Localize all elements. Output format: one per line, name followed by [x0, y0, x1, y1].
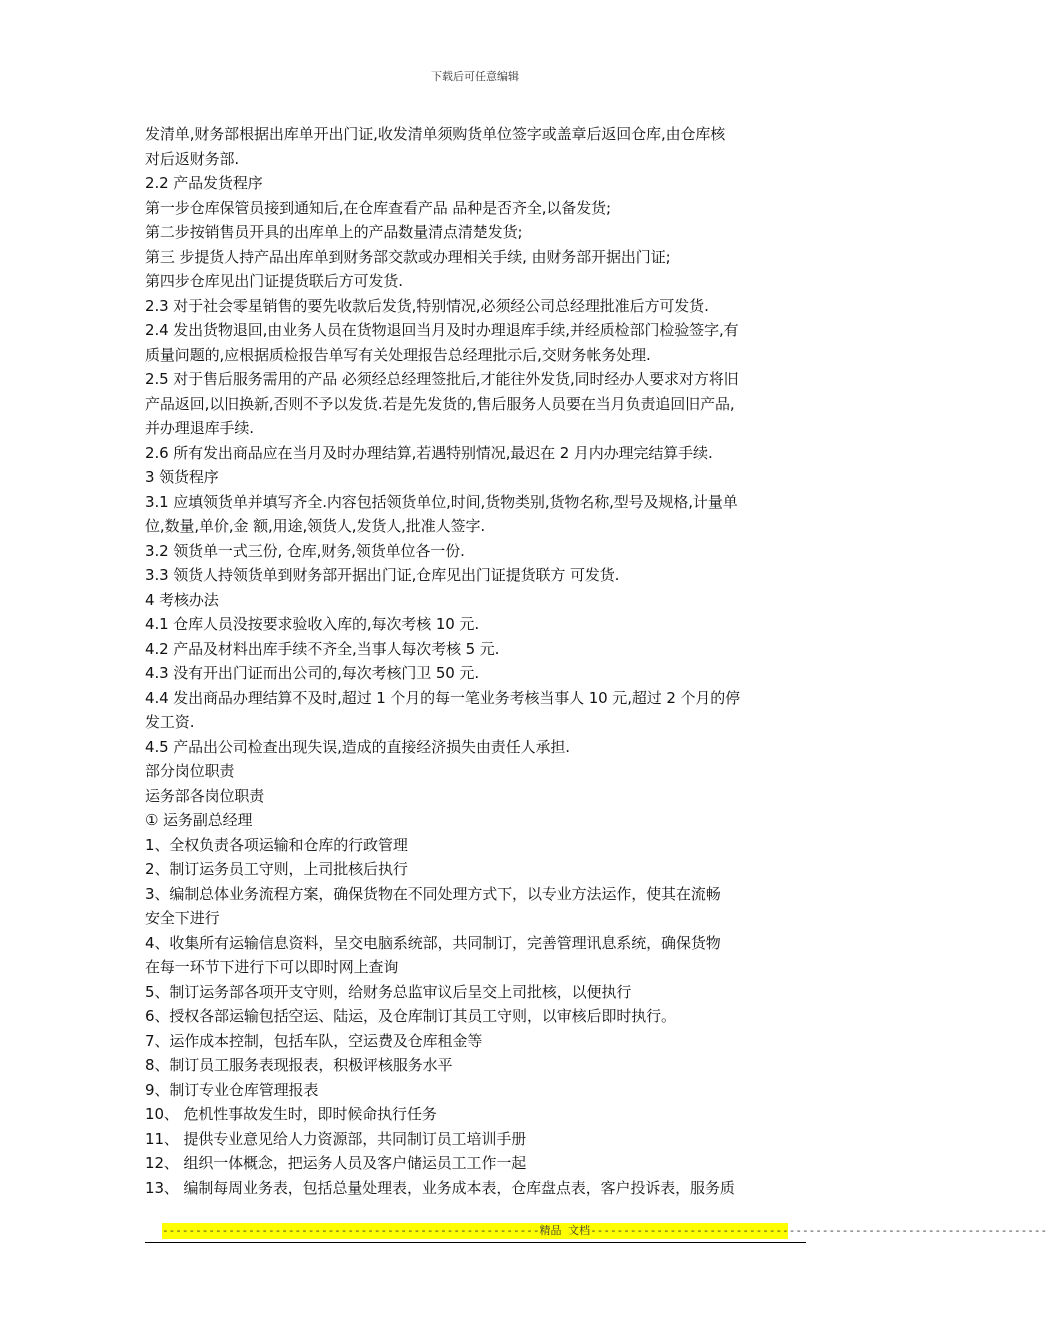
text-line: 产品返回,以旧换新,否则不予以发货.若是先发货的,售后服务人员要在当月负责追回旧产品,	[145, 394, 735, 413]
text-line: 安全下进行	[145, 909, 220, 927]
text-line: 位,数量,单价,金 额,用途,领货人,发货人,批准人签字.	[145, 517, 486, 535]
text-line: 8、制订员工服务表现报表，积极评核服务水平	[145, 1056, 453, 1074]
text-line: 9、制订专业仓库管理报表	[145, 1080, 319, 1099]
text-line: 12、 组织一体概念，把运务人员及客户储运员工工作一起	[145, 1154, 527, 1172]
text-line: 10、 危机性事故发生时，即时候命执行任务	[145, 1105, 437, 1123]
text-line: 4 考核办法	[145, 590, 219, 609]
text-line: 对后返财务部.	[145, 149, 240, 168]
text-line: ① 运务副总经理	[145, 811, 253, 829]
text-line: 2.6 所有发出商品应在当月及时办理结算,若遇特别情况,最迟在 2 月内办理完结算手续.	[145, 443, 713, 462]
text-line: 2.3 对于社会零星销售的要先收款后发货,特别情况,必须经公司总经理批准后方可发货.	[145, 296, 709, 315]
footer-divider	[145, 1242, 806, 1243]
text-line: 并办理退库手续.	[145, 419, 254, 437]
text-line: 5、制订运务部各项开支守则，给财务总监审议后呈交上司批核，以便执行	[145, 982, 632, 1001]
text-line: 11、 提供专业意见给人力资源部，共同制订员工培训手册	[145, 1129, 527, 1148]
document-body	[145, 122, 810, 1200]
text-line: 第四步仓库见出门证提货联后方可发货.	[145, 272, 403, 290]
text-line: 部分岗位职责	[145, 762, 235, 780]
text-line: 13、 编制每周业务表，包括总量处理表，业务成本表，仓库盘点表，客户投诉表，服务质	[145, 1178, 735, 1197]
text-line: 2.5 对于售后服务需用的产品 必须经总经理签批后,才能往外发货,同时经办人要求对方将旧	[145, 370, 739, 388]
text-line: 4.5 产品出公司检查出现失误,造成的直接经济损失由责任人承担.	[145, 737, 570, 756]
text-line: 发工资.	[145, 713, 195, 731]
page-header: 下载后可任意编辑	[431, 70, 519, 83]
text-line: 3、编制总体业务流程方案，确保货物在不同处理方式下，以专业方法运作，使其在流畅	[145, 884, 721, 903]
text-line: 第三 步提货人持产品出库单到财务部交款或办理相关手续, 由财务部开据出门证;	[145, 247, 671, 266]
text-line: 2.2 产品发货程序	[145, 174, 263, 192]
text-line: 7、运作成本控制，包括车队，空运费及仓库租金等	[145, 1031, 483, 1050]
text-line: 4.1 仓库人员没按要求验收入库的,每次考核 10 元.	[145, 615, 479, 633]
text-line: 2.4 发出货物退回,由业务人员在货物退回当月及时办理退库手续,并经质检部门检验签字,有	[145, 321, 739, 339]
text-line: 4、收集所有运输信息资料，呈交电脑系统部，共同制订，完善管理讯息系统，确保货物	[145, 933, 721, 952]
text-line: 4.4 发出商品办理结算不及时,超过 1 个月的每一笔业务考核当事人 10 元,超过 2 个月的停	[145, 688, 741, 707]
text-line: 4.2 产品及材料出库手续不齐全,当事人每次考核 5 元.	[145, 639, 500, 658]
text-line: 第二步按销售员开具的出库单上的产品数量清点清楚发货;	[145, 223, 523, 241]
text-line: 3.2 领货单一式三份, 仓库,财务,领货单位各一份.	[145, 541, 465, 560]
text-line: 2、制订运务员工守则，上司批核后执行	[145, 860, 408, 878]
text-line: 3 领货程序	[145, 468, 219, 486]
text-line: 运务部各岗位职责	[145, 786, 265, 805]
text-line: 3.1 应填领货单并填写齐全.内容包括领货单位,时间,货物类别,货物名称,型号及规格,计量单	[145, 492, 738, 511]
text-line: 6、授权各部运输包括空运、陆运，及仓库制订其员工守则，以审核后即时执行。	[145, 1007, 676, 1025]
text-line: 第一步仓库保管员接到通知后,在仓库查看产品 品种是否齐全,以备发货;	[145, 198, 611, 217]
text-line: 发清单,财务部根据出库单开出门证,收发清单须购货单位签字或盖章后返回仓库,由仓库核	[145, 125, 726, 143]
text-line: 在每一环节下进行下可以即时网上查询	[145, 958, 399, 976]
text-line: 3.3 领货人持领货单到财务部开据出门证,仓库见出门证提货联方 可发货.	[145, 566, 620, 584]
text-line: 质量问题的,应根据质检报告单写有关处理报告总经理批示后,交财务帐务处理.	[145, 345, 651, 364]
text-line: 1、全权负责各项运输和仓库的行政管理	[145, 835, 408, 854]
text-line: 4.3 没有开出门证而出公司的,每次考核门卫 50 元.	[145, 664, 479, 682]
footer-banner: ---------------------------------------------------------精品 文档---------------------------------------------------------------------	[162, 1224, 1047, 1237]
